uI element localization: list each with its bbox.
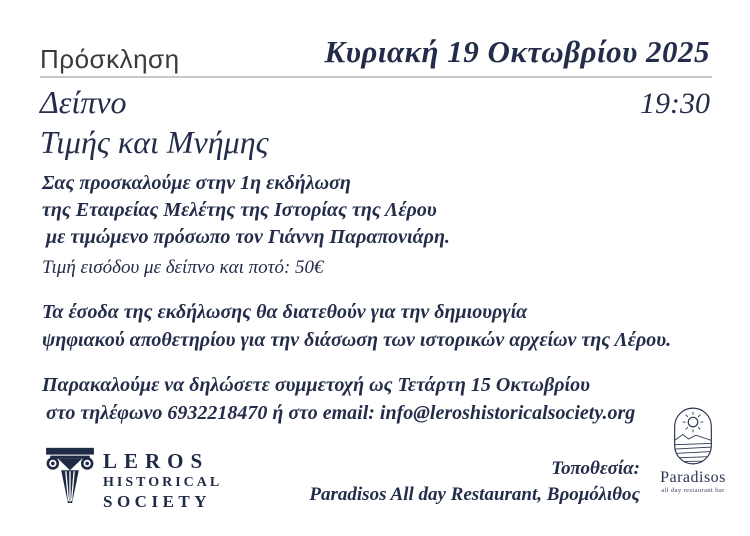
proceeds-line: ψηφιακού αποθετηρίου για την διάσωση των ιστορικών αρχείων της Λέρου. (42, 329, 672, 351)
event-title: Τιμής και Μνήμης (40, 124, 269, 160)
event-type: Δείπνο (40, 84, 127, 120)
location-value: Paradisos All day Restaurant, Βρομόλιθος (309, 484, 640, 505)
invitation-line: Σας προσκαλούμε στην 1η εκδήλωση (42, 172, 351, 194)
sun-landscape-icon (671, 405, 715, 467)
invitation-line: με τιμώμενο πρόσωπο τον Γιάννη Παραπονιάρη. (46, 226, 450, 248)
event-date: Κυριακή 19 Οκτωβρίου 2025 (324, 34, 710, 69)
proceeds-line: Τα έσοδα της εκδήλωσης θα διατεθούν για την δημιουργία (42, 301, 528, 323)
leros-logo-text (103, 446, 222, 512)
proceeds-paragraph (42, 298, 720, 354)
rsvp-line: στο τηλέφωνο 6932218470 ή στο email: info@leroshistoricalsociety.org (46, 402, 636, 424)
invitation-paragraph (42, 170, 720, 251)
event-time: 19:30 (640, 87, 710, 120)
paradisos-logo-tagline: all day restaurant bar (661, 487, 725, 494)
rsvp-paragraph (42, 371, 720, 427)
location-block (309, 456, 640, 508)
invitation-line: της Εταιρείας Μελέτης της Ιστορίας της Λέρου (42, 199, 437, 221)
leros-logo-line: HISTORICAL (103, 475, 223, 490)
ionic-column-icon (44, 446, 96, 510)
invitation-heading: Πρόσκληση (40, 44, 180, 74)
event-title-row (40, 84, 710, 121)
paradisos-logo-name: Paradisos (660, 469, 726, 486)
rsvp-line: Παρακαλούμε να δηλώσετε συμμετοχή ως Τετάρτη 15 Οκτωβρίου (42, 374, 590, 396)
price-line: Τιμή εισόδου με δείπνο και ποτό: 50€ (42, 257, 324, 278)
leros-logo-line: LEROS (103, 449, 210, 473)
leros-historical-society-logo (44, 446, 222, 512)
leros-logo-line: SOCIETY (103, 492, 212, 511)
paradisos-logo (650, 405, 736, 495)
header-divider (40, 76, 712, 78)
location-label: Τοποθεσία: (551, 458, 640, 479)
